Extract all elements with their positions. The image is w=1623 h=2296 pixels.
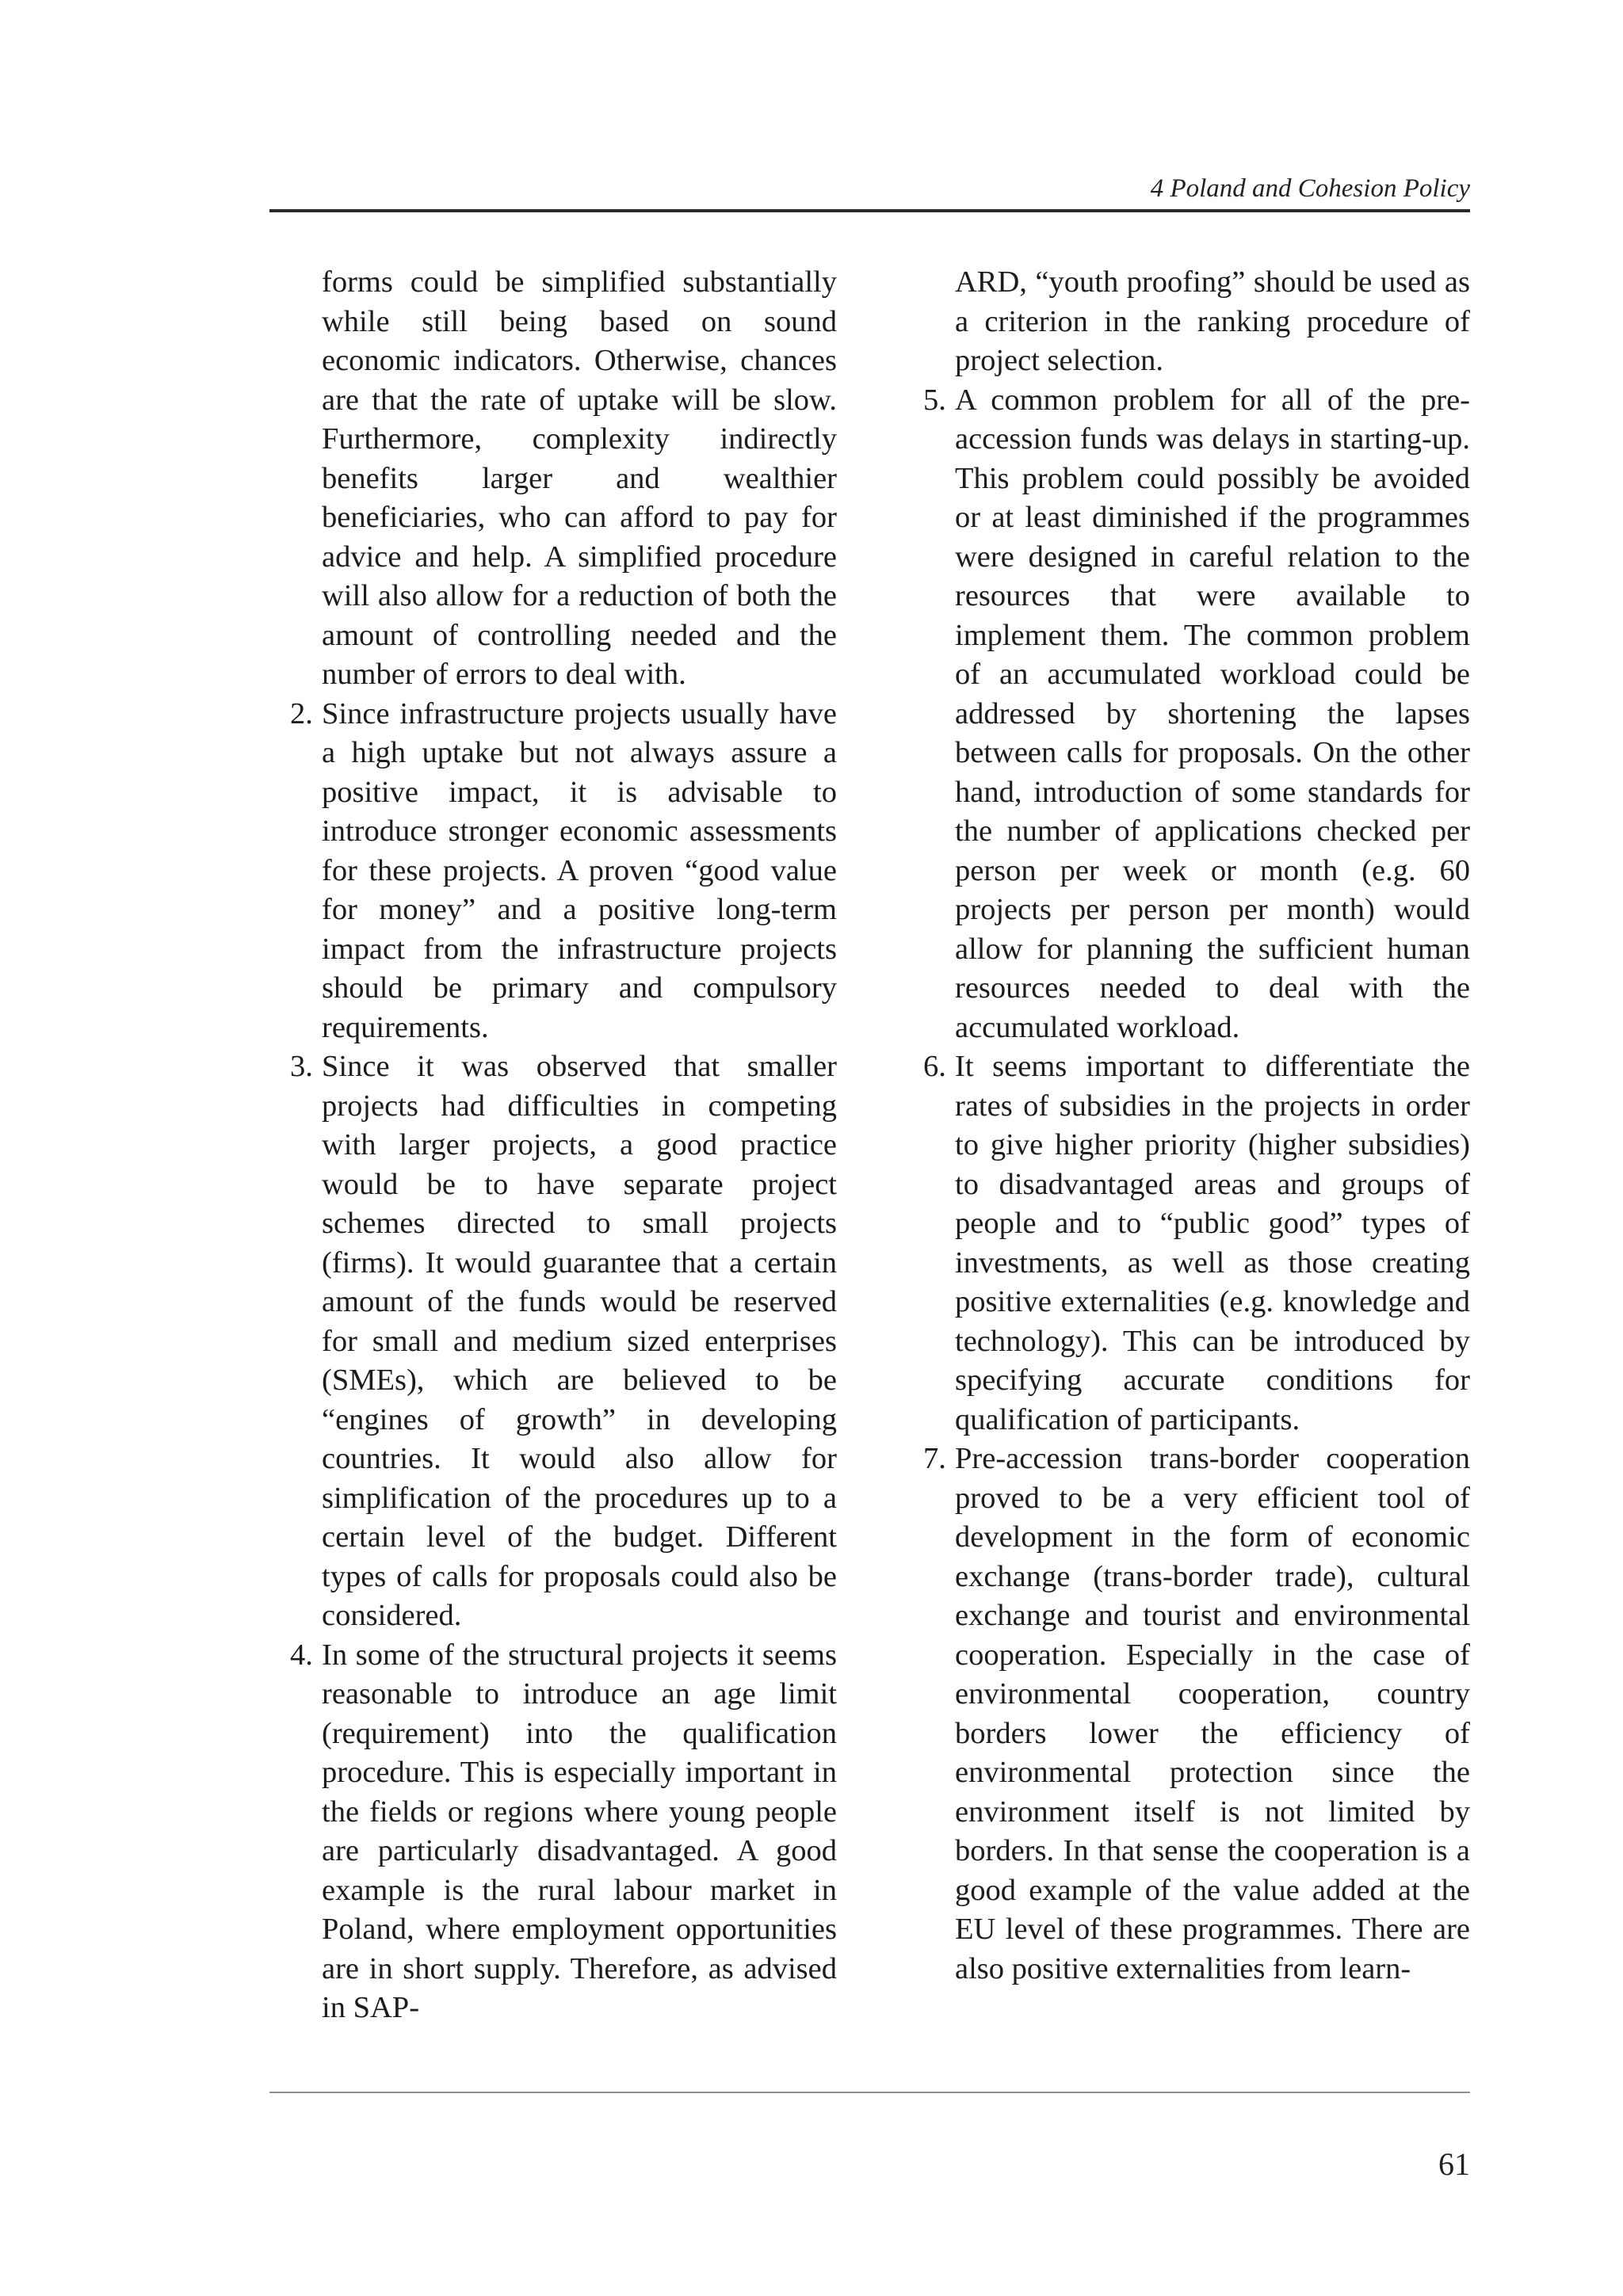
footer-rule bbox=[269, 2092, 1470, 2093]
list-item-text: Since it was observed that smaller projects had difficulties in competing with larger projects, a good practice would be to have separate project schemes directed to small projects (firms). It would guarantee that a certain amount of the funds would be reserved for small and medium sized enterprises (SMEs), which are believed to be “engines of growth” in developing countries. It would also allow for simplification of the procedures up to a certain level of the budget. Different types of calls for proposals could also be considered. bbox=[322, 1050, 837, 1632]
list-item-text: Since infrastructure projects usually have a high uptake but not always assure a positive impact, it is advisable to introduce stronger economic assessments for these projects. A proven “good value for money” and a positive long-term impact from the infrastructure projects should be primary and compulsory requirements. bbox=[322, 696, 837, 1044]
list-item-text: It seems important to differentiate the rates of subsidies in the projects in order to give higher priority (higher subsidies) to disadvantaged areas and groups of people and to “public good” types of investments, as well as those creating positive externalities (e.g. knowledge and technology). This can be introduced by specifying accurate conditions for qualification of participants. bbox=[955, 1050, 1470, 1436]
list-item-6 bbox=[923, 1047, 1470, 1440]
list-item-3 bbox=[290, 1047, 837, 1636]
list-item-text: Pre-accession trans-border cooperation proved to be a very efficient tool of development in the form of economic exchange (trans-border trade), cultural exchange and tourist and environmental cooperation. Especially in the case of environmental cooperation, country borders lower the efficiency of environmental protection since the environment itself is not limited by borders. In that sense the cooperation is a good example of the value added at the EU level of these programmes. There are also positive externalities from learn- bbox=[955, 1442, 1470, 1985]
list-item-number: 7. bbox=[923, 1442, 946, 1475]
header-rule bbox=[269, 209, 1470, 212]
left-column bbox=[290, 263, 837, 2028]
list-item-text: A common problem for all of the pre-accession funds was delays in starting-up. This problem could possibly be avoided or at least diminished if the programmes were designed in careful relation to the resources that were available to implement them. The common problem of an accumulated workload could be addressed by shortening the lapses between calls for proposals. On the other hand, introduction of some standards for the number of applications checked per person per week or month (e.g. 60 projects per person per month) would allow for planning the sufficient human resources needed to deal with the accumulated workload. bbox=[955, 383, 1470, 1044]
list-item-7 bbox=[923, 1440, 1470, 1989]
right-column bbox=[923, 263, 1470, 1989]
continued-paragraph: forms could be simplified substantially while still being based on sound economic indicators. Otherwise, chances are that the rate of uptake will be slow. Furthermore, complexity indirectly benefits larger and wealthier beneficiaries, who can afford to pay for advice and help. A simplified procedure will also allow for a reduction of both the amount of controlling needed and the number of errors to deal with. bbox=[322, 265, 837, 691]
list-item-number: 4. bbox=[290, 1638, 313, 1672]
list-item-5 bbox=[923, 381, 1470, 1048]
list-item-2 bbox=[290, 695, 837, 1048]
continued-paragraph: ARD, “youth proofing” should be used as a criterion in the ranking procedure of project selection. bbox=[955, 265, 1470, 377]
list-item-text: In some of the structural projects it seems reasonable to introduce an age limit (requirement) into the qualification procedure. This is especially important in the fields or regions where young people are particularly disadvantaged. A good example is the rural labour market in Poland, where employment opportunities are in short supply. Therefore, as advised in SAP- bbox=[322, 1638, 837, 2024]
list-item-number: 6. bbox=[923, 1050, 946, 1083]
running-header: 4 Poland and Cohesion Policy bbox=[1150, 174, 1470, 203]
list-item-number: 5. bbox=[923, 383, 946, 417]
list-item-4 bbox=[290, 1636, 837, 2028]
list-item-number: 2. bbox=[290, 696, 313, 730]
list-item-number: 3. bbox=[290, 1050, 313, 1083]
page-number: 61 bbox=[1438, 2146, 1470, 2182]
